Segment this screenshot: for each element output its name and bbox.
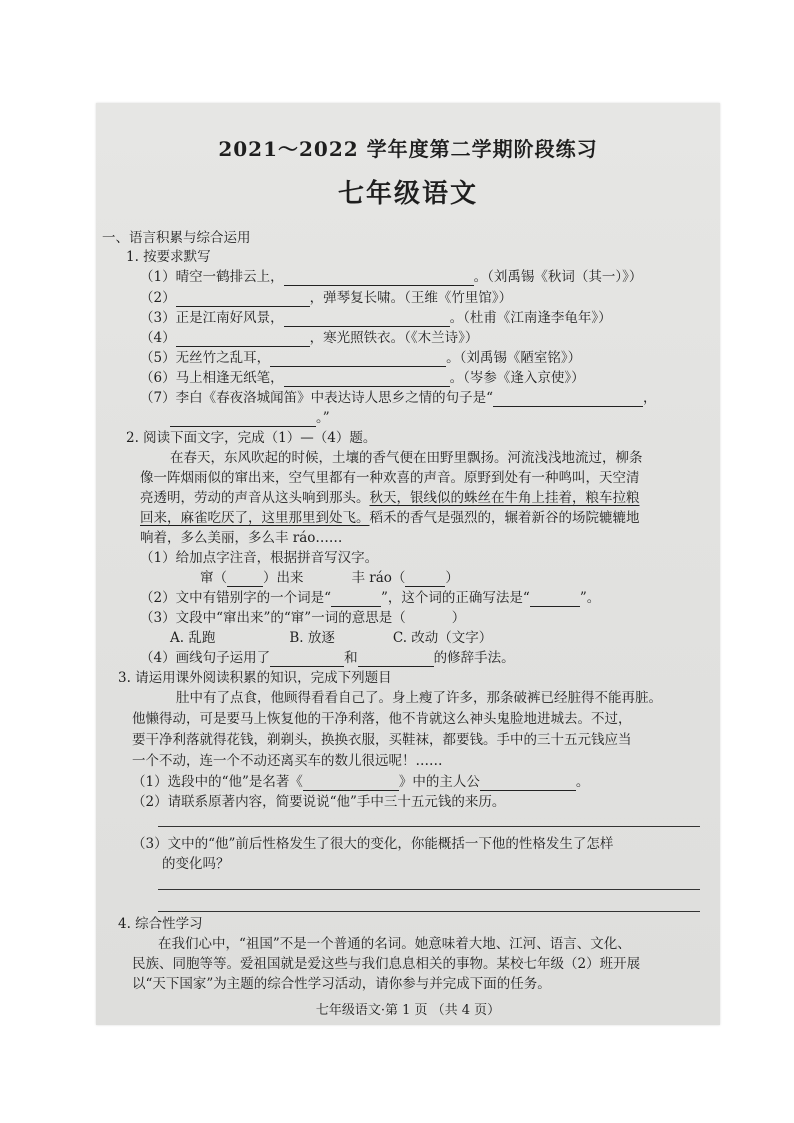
q1-item-7-continued: 。” — [170, 409, 330, 427]
q3-sub1: （1）选段中的“他”是名著《 》中的主人公 。 — [132, 774, 590, 790]
q1-item-2: （2） ，弹琴复长啸。（王维《竹里馆》） — [140, 290, 513, 306]
option-a: A. 乱跑 — [170, 630, 216, 646]
underlined-sentence: 秋天，银线似的蛛丝在牛角上挂着，粮车拉粮 — [369, 490, 640, 506]
section-heading: 一、语言积累与综合运用 — [102, 230, 251, 246]
q1-item-4: （4） ，寒光照铁衣。（《木兰诗》） — [140, 330, 479, 346]
q4-passage-line: 在我们心中，“祖国”不是一个普通的名词。她意味着大地、江河、语言、文化、 — [158, 936, 631, 952]
q2-sub1: （1）给加点字注音，根据拼音写汉字。 — [140, 550, 379, 566]
answer-line — [158, 889, 700, 890]
q1-item-7: （7）李白《春夜洛城闻笛》中表达诗人思乡之情的句子是“ ， — [140, 390, 657, 406]
q1-item-6: （6）马上相逢无纸笔， 。（岑参《逢入京使》） — [140, 370, 585, 386]
q4-heading: 4. 综合性学习 — [118, 916, 203, 932]
q2-sub4: （4）画线句子运用了 和 的修辞手法。 — [140, 650, 515, 666]
q2-heading: 2. 阅读下面文字，完成（1）—（4）题。 — [126, 430, 377, 446]
q3-passage-line: 一个不动，连一个不动还离买车的数儿很远呢！…… — [132, 753, 443, 769]
q1-item-3: （3）正是江南好风景， 。（杜甫《江南逢李龟年》） — [140, 310, 612, 326]
q2-passage-line: 回来，麻雀吃厌了，这里那里到处飞。稻禾的香气是强烈的，辗着新谷的场院辘辘地 — [140, 510, 640, 526]
q4-passage-line: 民族、同胞等等。爱祖国就是爱这些与我们息息相关的事物。某校七年级（2）班开展 — [132, 956, 641, 972]
page-footer: 七年级语文·第 1 页 （共 4 页） — [315, 1003, 501, 1018]
answer-line — [158, 826, 700, 827]
q2-passage-line: 在春天，东风吹起的时候，土壤的香气便在田野里飘扬。河流浅浅地流过，柳条 — [170, 450, 643, 466]
q2-sub3: （3）文段中“窜出来”的“窜”一词的意思是（ ） — [140, 610, 466, 626]
q3-sub3-continued: 的变化吗？ — [162, 856, 230, 872]
option-c: C. 改动（文字） — [392, 630, 493, 646]
option-b: B. 放逐 — [289, 630, 335, 646]
q2-sub2: （2）文中有错别字的一个词是“ ”，这个词的正确写法是“ ”。 — [140, 590, 601, 606]
q2-passage-line: 像一阵烟雨似的窜出来，空气里都有一种欢喜的声音。原野到处有一种鸣叫，天空清 — [140, 470, 640, 486]
q3-sub2: （2）请联系原著内容，简要说说“他”手中三十五元钱的来历。 — [132, 794, 506, 810]
q2-sub1-blanks: 窜（ ）出来 丰 ráo（ ） — [200, 570, 459, 586]
q1-item-5: （5）无丝竹之乱耳， 。（刘禹锡《陋室铭》） — [140, 350, 582, 366]
q2-passage-line: 响着，多么美丽，多么丰 ráo…… — [140, 530, 343, 546]
q1-item-1: （1）晴空一鹤排云上， 。（刘禹锡《秋词（其一）》） — [140, 269, 643, 285]
answer-line — [158, 911, 700, 912]
exam-title: 2021～2022 学年度第二学期阶段练习 — [218, 137, 598, 161]
q3-sub3: （3）文中的“他”前后性格发生了很大的变化，你能概括一下他的性格发生了怎样 — [132, 836, 614, 852]
q3-passage-line: 他懒得动，可是要马上恢复他的干净利落，他不肯就这么神头鬼脸地进城去。不过， — [132, 711, 632, 727]
q3-passage-line: 肚中有了点食，他顾得看看自己了。身上瘦了许多，那条破裤已经脏得不能再脏。 — [176, 690, 662, 706]
q2-options — [170, 629, 492, 647]
q3-passage-line: 要干净利落就得花钱，剃剃头，换换衣服，买鞋袜，都要钱。手中的三十五元钱应当 — [132, 732, 632, 748]
q2-passage-line: 亮透明，劳动的声音从这头响到那头。秋天，银线似的蛛丝在牛角上挂着，粮车拉粮 — [140, 490, 640, 506]
q3-heading: 3. 请运用课外阅读积累的知识，完成下列题目 — [118, 670, 392, 686]
exam-sheet — [96, 103, 720, 1025]
q1-heading: 1. 按要求默写 — [126, 249, 211, 265]
exam-subject: 七年级语文 — [337, 179, 478, 209]
underlined-sentence: 回来，麻雀吃厌了，这里那里到处飞。 — [140, 510, 370, 526]
q4-passage-line: 以“天下国家”为主题的综合性学习活动，请你参与并完成下面的任务。 — [132, 976, 551, 992]
